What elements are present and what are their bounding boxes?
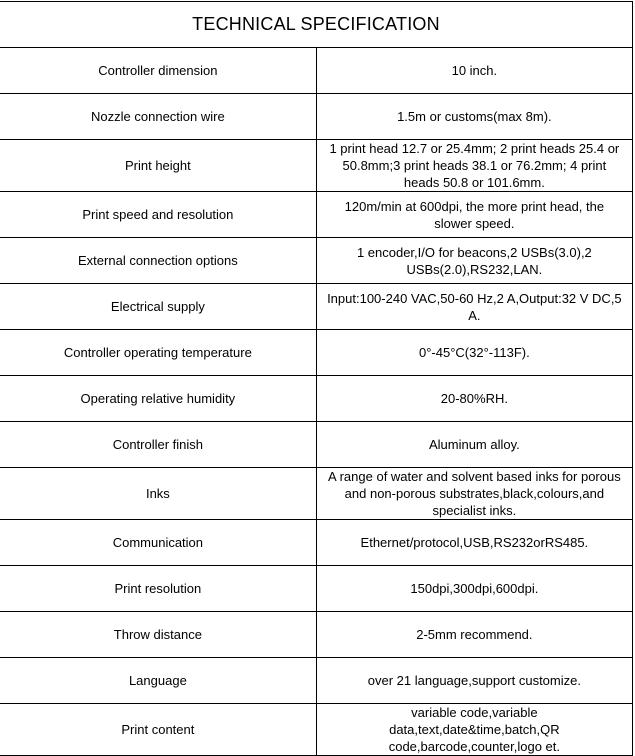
row-label: External connection options xyxy=(0,238,316,284)
row-label: Operating relative humidity xyxy=(0,376,316,422)
row-label: Electrical supply xyxy=(0,284,316,330)
table-row xyxy=(0,704,633,756)
row-label: Print height xyxy=(0,140,316,192)
row-value: variable code,variable data,text,date&time,batch,QR code,barcode,counter,logo et. xyxy=(316,704,632,756)
table-row xyxy=(0,422,633,468)
row-value: Ethernet/protocol,USB,RS232orRS485. xyxy=(316,520,632,566)
table-row xyxy=(0,520,633,566)
row-label: Nozzle connection wire xyxy=(0,94,316,140)
row-value: 2-5mm recommend. xyxy=(316,612,632,658)
title-row xyxy=(0,2,633,48)
table-row xyxy=(0,238,633,284)
table-row xyxy=(0,140,633,192)
table-row xyxy=(0,376,633,422)
row-value: 150dpi,300dpi,600dpi. xyxy=(316,566,632,612)
row-label: Throw distance xyxy=(0,612,316,658)
row-label: Print speed and resolution xyxy=(0,192,316,238)
table-row xyxy=(0,94,633,140)
row-label: Language xyxy=(0,658,316,704)
table-row xyxy=(0,330,633,376)
spec-table xyxy=(0,1,633,756)
table-row xyxy=(0,612,633,658)
row-value: Aluminum alloy. xyxy=(316,422,632,468)
row-label: Communication xyxy=(0,520,316,566)
row-value: 1 encoder,I/O for beacons,2 USBs(3.0),2 USBs(2.0),RS232,LAN. xyxy=(316,238,632,284)
table-row xyxy=(0,658,633,704)
row-label: Print resolution xyxy=(0,566,316,612)
table-row xyxy=(0,48,633,94)
row-value: A range of water and solvent based inks for porous and non-porous substrates,black,colours,and specialist inks. xyxy=(316,468,632,520)
row-value: Input:100-240 VAC,50-60 Hz,2 A,Output:32 V DC,5 A. xyxy=(316,284,632,330)
row-value: 0°-45°C(32°-113F). xyxy=(316,330,632,376)
table-title: TECHNICAL SPECIFICATION xyxy=(0,2,633,48)
row-value: 20-80%RH. xyxy=(316,376,632,422)
table-row xyxy=(0,468,633,520)
row-value: 1.5m or customs(max 8m). xyxy=(316,94,632,140)
table-row xyxy=(0,284,633,330)
row-label: Print content xyxy=(0,704,316,756)
row-label: Controller operating temperature xyxy=(0,330,316,376)
row-label: Inks xyxy=(0,468,316,520)
row-label: Controller finish xyxy=(0,422,316,468)
row-value: 10 inch. xyxy=(316,48,632,94)
row-value: 1 print head 12.7 or 25.4mm; 2 print heads 25.4 or 50.8mm;3 print heads 38.1 or 76.2mm; 4 print heads 50.8 or 101.6mm. xyxy=(316,140,632,192)
table-row xyxy=(0,192,633,238)
row-value: over 21 language,support customize. xyxy=(316,658,632,704)
table-row xyxy=(0,566,633,612)
row-value: 120m/min at 600dpi, the more print head, the slower speed. xyxy=(316,192,632,238)
row-label: Controller dimension xyxy=(0,48,316,94)
